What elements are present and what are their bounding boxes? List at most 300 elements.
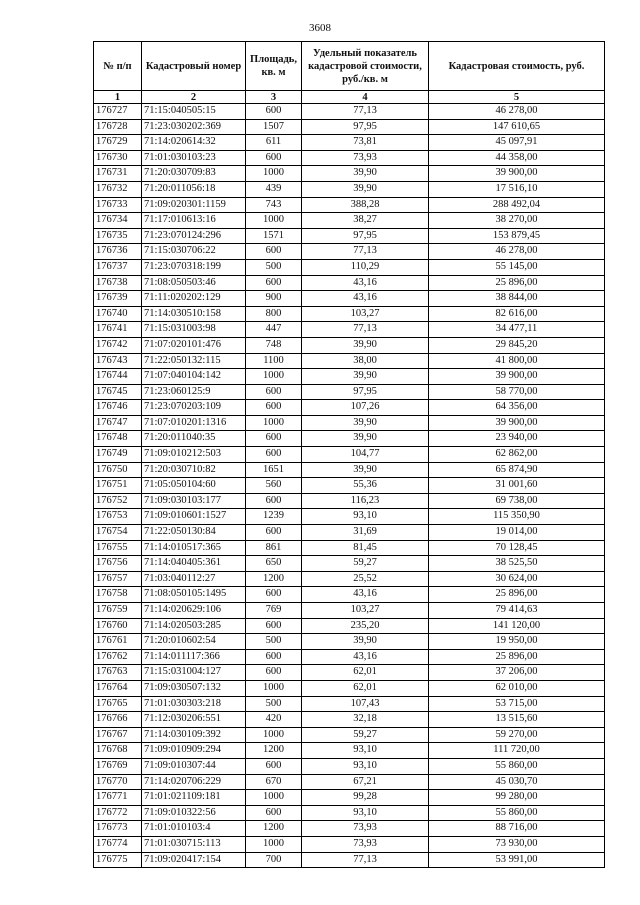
row-number: 176762 bbox=[94, 649, 142, 665]
row-number: 176736 bbox=[94, 244, 142, 260]
rate-value: 97,95 bbox=[302, 119, 429, 135]
table-row bbox=[94, 150, 605, 166]
cadastral-number: 71:07:040104:142 bbox=[142, 369, 246, 385]
cost-value: 73 930,00 bbox=[429, 836, 605, 852]
cost-value: 62 010,00 bbox=[429, 680, 605, 696]
cost-value: 29 845,20 bbox=[429, 337, 605, 353]
cadastral-number: 71:14:040405:361 bbox=[142, 556, 246, 572]
cost-value: 17 516,10 bbox=[429, 181, 605, 197]
rate-value: 31,69 bbox=[302, 525, 429, 541]
table-row bbox=[94, 228, 605, 244]
cadastral-number: 71:03:040112:27 bbox=[142, 571, 246, 587]
rate-value: 39,90 bbox=[302, 369, 429, 385]
rate-value: 388,28 bbox=[302, 197, 429, 213]
area-value: 600 bbox=[246, 431, 302, 447]
row-number: 176749 bbox=[94, 447, 142, 463]
rate-value: 39,90 bbox=[302, 431, 429, 447]
row-number: 176737 bbox=[94, 259, 142, 275]
cadastral-number: 71:23:030202:369 bbox=[142, 119, 246, 135]
cadastral-number: 71:22:050130:84 bbox=[142, 525, 246, 541]
rate-value: 73,93 bbox=[302, 150, 429, 166]
row-number: 176746 bbox=[94, 400, 142, 416]
table-row bbox=[94, 805, 605, 821]
row-number: 176730 bbox=[94, 150, 142, 166]
row-number: 176771 bbox=[94, 790, 142, 806]
table-row bbox=[94, 649, 605, 665]
rate-value: 55,36 bbox=[302, 478, 429, 494]
cost-value: 13 515,60 bbox=[429, 712, 605, 728]
rate-value: 39,90 bbox=[302, 181, 429, 197]
row-number: 176731 bbox=[94, 166, 142, 182]
area-value: 600 bbox=[246, 244, 302, 260]
table-row bbox=[94, 540, 605, 556]
cadastral-number: 71:07:010201:1316 bbox=[142, 415, 246, 431]
cadastral-number: 71:15:030706:22 bbox=[142, 244, 246, 260]
rate-value: 116,23 bbox=[302, 493, 429, 509]
area-value: 600 bbox=[246, 525, 302, 541]
table-row bbox=[94, 618, 605, 634]
area-value: 500 bbox=[246, 696, 302, 712]
rate-value: 93,10 bbox=[302, 758, 429, 774]
rate-value: 59,27 bbox=[302, 556, 429, 572]
cadastral-number: 71:07:020101:476 bbox=[142, 337, 246, 353]
table-row bbox=[94, 104, 605, 120]
row-number: 176755 bbox=[94, 540, 142, 556]
table-row bbox=[94, 712, 605, 728]
area-value: 600 bbox=[246, 805, 302, 821]
rate-value: 107,26 bbox=[302, 400, 429, 416]
area-value: 743 bbox=[246, 197, 302, 213]
row-number: 176738 bbox=[94, 275, 142, 291]
cost-value: 30 624,00 bbox=[429, 571, 605, 587]
cost-value: 19 014,00 bbox=[429, 525, 605, 541]
cadastral-number: 71:14:020629:106 bbox=[142, 603, 246, 619]
cost-value: 55 860,00 bbox=[429, 805, 605, 821]
rate-value: 43,16 bbox=[302, 649, 429, 665]
row-number: 176740 bbox=[94, 306, 142, 322]
table-row bbox=[94, 509, 605, 525]
cost-value: 111 720,00 bbox=[429, 743, 605, 759]
row-number: 176742 bbox=[94, 337, 142, 353]
cost-value: 115 350,90 bbox=[429, 509, 605, 525]
rate-value: 38,27 bbox=[302, 213, 429, 229]
cadastral-number: 71:14:030510:158 bbox=[142, 306, 246, 322]
area-value: 600 bbox=[246, 104, 302, 120]
row-number: 176750 bbox=[94, 462, 142, 478]
cost-value: 25 896,00 bbox=[429, 649, 605, 665]
cadastral-number: 71:22:050132:115 bbox=[142, 353, 246, 369]
area-value: 650 bbox=[246, 556, 302, 572]
cost-value: 153 879,45 bbox=[429, 228, 605, 244]
cost-value: 62 862,00 bbox=[429, 447, 605, 463]
cost-value: 55 145,00 bbox=[429, 259, 605, 275]
cost-value: 25 896,00 bbox=[429, 275, 605, 291]
row-number: 176744 bbox=[94, 369, 142, 385]
cadastral-table bbox=[93, 41, 605, 868]
area-value: 1000 bbox=[246, 790, 302, 806]
row-number: 176761 bbox=[94, 634, 142, 650]
row-number: 176756 bbox=[94, 556, 142, 572]
rate-value: 99,28 bbox=[302, 790, 429, 806]
table-row bbox=[94, 353, 605, 369]
row-number: 176754 bbox=[94, 525, 142, 541]
area-value: 700 bbox=[246, 852, 302, 868]
column-number: 4 bbox=[302, 91, 429, 104]
rate-value: 77,13 bbox=[302, 104, 429, 120]
cost-value: 45 097,91 bbox=[429, 135, 605, 151]
cost-value: 39 900,00 bbox=[429, 369, 605, 385]
cost-value: 34 477,11 bbox=[429, 322, 605, 338]
cost-value: 39 900,00 bbox=[429, 415, 605, 431]
cost-value: 23 940,00 bbox=[429, 431, 605, 447]
cadastral-number: 71:20:010602:54 bbox=[142, 634, 246, 650]
rate-value: 25,52 bbox=[302, 571, 429, 587]
cadastral-number: 71:17:010613:16 bbox=[142, 213, 246, 229]
cost-value: 88 716,00 bbox=[429, 821, 605, 837]
table-row bbox=[94, 462, 605, 478]
row-number: 176727 bbox=[94, 104, 142, 120]
cost-value: 44 358,00 bbox=[429, 150, 605, 166]
area-value: 900 bbox=[246, 291, 302, 307]
rate-value: 103,27 bbox=[302, 603, 429, 619]
table-row bbox=[94, 774, 605, 790]
row-number: 176751 bbox=[94, 478, 142, 494]
cadastral-number: 71:23:060125:9 bbox=[142, 384, 246, 400]
rate-value: 81,45 bbox=[302, 540, 429, 556]
column-number: 2 bbox=[142, 91, 246, 104]
table-row bbox=[94, 836, 605, 852]
row-number: 176757 bbox=[94, 571, 142, 587]
row-number: 176766 bbox=[94, 712, 142, 728]
area-value: 748 bbox=[246, 337, 302, 353]
area-value: 1507 bbox=[246, 119, 302, 135]
area-value: 1000 bbox=[246, 680, 302, 696]
table-row bbox=[94, 384, 605, 400]
cost-value: 37 206,00 bbox=[429, 665, 605, 681]
cadastral-number: 71:14:020614:32 bbox=[142, 135, 246, 151]
table-row bbox=[94, 135, 605, 151]
area-value: 1239 bbox=[246, 509, 302, 525]
area-value: 1100 bbox=[246, 353, 302, 369]
table-row bbox=[94, 415, 605, 431]
column-numbers-row bbox=[94, 91, 605, 104]
header-area: Площадь, кв. м bbox=[246, 42, 302, 91]
area-value: 611 bbox=[246, 135, 302, 151]
table-row bbox=[94, 478, 605, 494]
header-rate: Удельный показатель кадастровой стоимости, руб./кв. м bbox=[302, 42, 429, 91]
table-row bbox=[94, 493, 605, 509]
area-value: 447 bbox=[246, 322, 302, 338]
rate-value: 97,95 bbox=[302, 384, 429, 400]
table-row bbox=[94, 727, 605, 743]
rate-value: 73,93 bbox=[302, 836, 429, 852]
cadastral-number: 71:20:030710:82 bbox=[142, 462, 246, 478]
area-value: 439 bbox=[246, 181, 302, 197]
column-number: 1 bbox=[94, 91, 142, 104]
table-row bbox=[94, 322, 605, 338]
area-value: 600 bbox=[246, 400, 302, 416]
rate-value: 77,13 bbox=[302, 852, 429, 868]
cadastral-number: 71:11:020202:129 bbox=[142, 291, 246, 307]
area-value: 1000 bbox=[246, 369, 302, 385]
rate-value: 43,16 bbox=[302, 587, 429, 603]
row-number: 176769 bbox=[94, 758, 142, 774]
header-cadastral-number: Кадастровый номер bbox=[142, 42, 246, 91]
rate-value: 73,93 bbox=[302, 821, 429, 837]
area-value: 769 bbox=[246, 603, 302, 619]
cost-value: 38 270,00 bbox=[429, 213, 605, 229]
area-value: 861 bbox=[246, 540, 302, 556]
area-value: 600 bbox=[246, 587, 302, 603]
area-value: 600 bbox=[246, 275, 302, 291]
cost-value: 38 844,00 bbox=[429, 291, 605, 307]
table-row bbox=[94, 571, 605, 587]
cadastral-number: 71:01:021109:181 bbox=[142, 790, 246, 806]
rate-value: 59,27 bbox=[302, 727, 429, 743]
cadastral-number: 71:09:010322:56 bbox=[142, 805, 246, 821]
row-number: 176760 bbox=[94, 618, 142, 634]
area-value: 500 bbox=[246, 259, 302, 275]
rate-value: 39,90 bbox=[302, 337, 429, 353]
row-number: 176759 bbox=[94, 603, 142, 619]
row-number: 176729 bbox=[94, 135, 142, 151]
row-number: 176741 bbox=[94, 322, 142, 338]
table-row bbox=[94, 119, 605, 135]
cadastral-number: 71:23:070318:199 bbox=[142, 259, 246, 275]
table-row bbox=[94, 556, 605, 572]
rate-value: 39,90 bbox=[302, 634, 429, 650]
table-row bbox=[94, 665, 605, 681]
area-value: 500 bbox=[246, 634, 302, 650]
cost-value: 64 356,00 bbox=[429, 400, 605, 416]
cadastral-number: 71:09:030507:132 bbox=[142, 680, 246, 696]
rate-value: 103,27 bbox=[302, 306, 429, 322]
area-value: 420 bbox=[246, 712, 302, 728]
area-value: 600 bbox=[246, 665, 302, 681]
cost-value: 25 896,00 bbox=[429, 587, 605, 603]
row-number: 176775 bbox=[94, 852, 142, 868]
cost-value: 70 128,45 bbox=[429, 540, 605, 556]
rate-value: 62,01 bbox=[302, 665, 429, 681]
rate-value: 39,90 bbox=[302, 462, 429, 478]
row-number: 176758 bbox=[94, 587, 142, 603]
table-row bbox=[94, 166, 605, 182]
table-body bbox=[94, 104, 605, 868]
cadastral-number: 71:09:010307:44 bbox=[142, 758, 246, 774]
area-value: 1000 bbox=[246, 727, 302, 743]
row-number: 176747 bbox=[94, 415, 142, 431]
cost-value: 45 030,70 bbox=[429, 774, 605, 790]
row-number: 176774 bbox=[94, 836, 142, 852]
row-number: 176765 bbox=[94, 696, 142, 712]
table-row bbox=[94, 431, 605, 447]
row-number: 176772 bbox=[94, 805, 142, 821]
table-row bbox=[94, 197, 605, 213]
row-number: 176768 bbox=[94, 743, 142, 759]
cost-value: 59 270,00 bbox=[429, 727, 605, 743]
area-value: 1200 bbox=[246, 571, 302, 587]
area-value: 600 bbox=[246, 150, 302, 166]
table-row bbox=[94, 525, 605, 541]
cadastral-number: 71:01:030715:113 bbox=[142, 836, 246, 852]
rate-value: 97,95 bbox=[302, 228, 429, 244]
area-value: 800 bbox=[246, 306, 302, 322]
cadastral-number: 71:01:030303:218 bbox=[142, 696, 246, 712]
cost-value: 46 278,00 bbox=[429, 244, 605, 260]
table-row bbox=[94, 244, 605, 260]
rate-value: 93,10 bbox=[302, 743, 429, 759]
rate-value: 39,90 bbox=[302, 415, 429, 431]
table-row bbox=[94, 603, 605, 619]
table-row bbox=[94, 291, 605, 307]
area-value: 1200 bbox=[246, 743, 302, 759]
cost-value: 46 278,00 bbox=[429, 104, 605, 120]
table-row bbox=[94, 213, 605, 229]
cost-value: 65 874,90 bbox=[429, 462, 605, 478]
table-row bbox=[94, 821, 605, 837]
cost-value: 82 616,00 bbox=[429, 306, 605, 322]
cadastral-number: 71:15:031003:98 bbox=[142, 322, 246, 338]
rate-value: 73,81 bbox=[302, 135, 429, 151]
cadastral-number: 71:09:010601:1527 bbox=[142, 509, 246, 525]
cost-value: 99 280,00 bbox=[429, 790, 605, 806]
area-value: 600 bbox=[246, 618, 302, 634]
table-row bbox=[94, 181, 605, 197]
header-cost: Кадастровая стоимость, руб. bbox=[429, 42, 605, 91]
area-value: 1000 bbox=[246, 166, 302, 182]
table-row bbox=[94, 337, 605, 353]
rate-value: 235,20 bbox=[302, 618, 429, 634]
cost-value: 69 738,00 bbox=[429, 493, 605, 509]
column-number: 5 bbox=[429, 91, 605, 104]
cadastral-number: 71:08:050105:1495 bbox=[142, 587, 246, 603]
row-number: 176763 bbox=[94, 665, 142, 681]
row-number: 176764 bbox=[94, 680, 142, 696]
row-number: 176733 bbox=[94, 197, 142, 213]
cost-value: 31 001,60 bbox=[429, 478, 605, 494]
cadastral-number: 71:14:020706:229 bbox=[142, 774, 246, 790]
area-value: 560 bbox=[246, 478, 302, 494]
cadastral-number: 71:09:010909:294 bbox=[142, 743, 246, 759]
cadastral-number: 71:15:031004:127 bbox=[142, 665, 246, 681]
cost-value: 53 991,00 bbox=[429, 852, 605, 868]
table-row bbox=[94, 790, 605, 806]
cadastral-number: 71:15:040505:15 bbox=[142, 104, 246, 120]
cost-value: 58 770,00 bbox=[429, 384, 605, 400]
column-number: 3 bbox=[246, 91, 302, 104]
area-value: 600 bbox=[246, 758, 302, 774]
rate-value: 32,18 bbox=[302, 712, 429, 728]
area-value: 1200 bbox=[246, 821, 302, 837]
cadastral-number: 71:09:020301:1159 bbox=[142, 197, 246, 213]
cost-value: 41 800,00 bbox=[429, 353, 605, 369]
area-value: 1651 bbox=[246, 462, 302, 478]
table-row bbox=[94, 852, 605, 868]
cost-value: 288 492,04 bbox=[429, 197, 605, 213]
cost-value: 141 120,00 bbox=[429, 618, 605, 634]
rate-value: 77,13 bbox=[302, 244, 429, 260]
table-row bbox=[94, 587, 605, 603]
area-value: 1000 bbox=[246, 213, 302, 229]
cadastral-number: 71:20:011040:35 bbox=[142, 431, 246, 447]
rate-value: 67,21 bbox=[302, 774, 429, 790]
cost-value: 79 414,63 bbox=[429, 603, 605, 619]
rate-value: 93,10 bbox=[302, 509, 429, 525]
row-number: 176739 bbox=[94, 291, 142, 307]
page-number: 3608 bbox=[309, 22, 331, 34]
table-row bbox=[94, 447, 605, 463]
cadastral-number: 71:09:020417:154 bbox=[142, 852, 246, 868]
rate-value: 107,43 bbox=[302, 696, 429, 712]
header-row bbox=[94, 42, 605, 91]
cadastral-number: 71:20:030709:83 bbox=[142, 166, 246, 182]
cost-value: 39 900,00 bbox=[429, 166, 605, 182]
rate-value: 38,00 bbox=[302, 353, 429, 369]
cost-value: 53 715,00 bbox=[429, 696, 605, 712]
cadastral-number: 71:23:070124:296 bbox=[142, 228, 246, 244]
header-num: № п/п bbox=[94, 42, 142, 91]
table-row bbox=[94, 306, 605, 322]
cadastral-number: 71:12:030206:551 bbox=[142, 712, 246, 728]
row-number: 176735 bbox=[94, 228, 142, 244]
rate-value: 43,16 bbox=[302, 275, 429, 291]
cadastral-number: 71:09:030103:177 bbox=[142, 493, 246, 509]
table-row bbox=[94, 634, 605, 650]
cadastral-number: 71:14:010517:365 bbox=[142, 540, 246, 556]
cadastral-number: 71:20:011056:18 bbox=[142, 181, 246, 197]
cadastral-number: 71:05:050104:60 bbox=[142, 478, 246, 494]
row-number: 176773 bbox=[94, 821, 142, 837]
cadastral-number: 71:08:050503:46 bbox=[142, 275, 246, 291]
cost-value: 38 525,50 bbox=[429, 556, 605, 572]
area-value: 1571 bbox=[246, 228, 302, 244]
row-number: 176753 bbox=[94, 509, 142, 525]
table-row bbox=[94, 259, 605, 275]
row-number: 176732 bbox=[94, 181, 142, 197]
cost-value: 55 860,00 bbox=[429, 758, 605, 774]
table-row bbox=[94, 275, 605, 291]
row-number: 176734 bbox=[94, 213, 142, 229]
row-number: 176728 bbox=[94, 119, 142, 135]
cost-value: 19 950,00 bbox=[429, 634, 605, 650]
table-row bbox=[94, 743, 605, 759]
cost-value: 147 610,65 bbox=[429, 119, 605, 135]
table-row bbox=[94, 696, 605, 712]
table-row bbox=[94, 758, 605, 774]
area-value: 1000 bbox=[246, 836, 302, 852]
table-row bbox=[94, 400, 605, 416]
cadastral-number: 71:14:020503:285 bbox=[142, 618, 246, 634]
row-number: 176770 bbox=[94, 774, 142, 790]
table-row bbox=[94, 680, 605, 696]
area-value: 600 bbox=[246, 384, 302, 400]
area-value: 600 bbox=[246, 447, 302, 463]
cadastral-number: 71:01:010103:4 bbox=[142, 821, 246, 837]
rate-value: 104,77 bbox=[302, 447, 429, 463]
cadastral-number: 71:14:011117:366 bbox=[142, 649, 246, 665]
cadastral-number: 71:09:010212:503 bbox=[142, 447, 246, 463]
rate-value: 39,90 bbox=[302, 166, 429, 182]
row-number: 176743 bbox=[94, 353, 142, 369]
area-value: 600 bbox=[246, 493, 302, 509]
rate-value: 43,16 bbox=[302, 291, 429, 307]
row-number: 176767 bbox=[94, 727, 142, 743]
cadastral-number: 71:23:070203:109 bbox=[142, 400, 246, 416]
table-row bbox=[94, 369, 605, 385]
row-number: 176745 bbox=[94, 384, 142, 400]
area-value: 670 bbox=[246, 774, 302, 790]
rate-value: 110,29 bbox=[302, 259, 429, 275]
